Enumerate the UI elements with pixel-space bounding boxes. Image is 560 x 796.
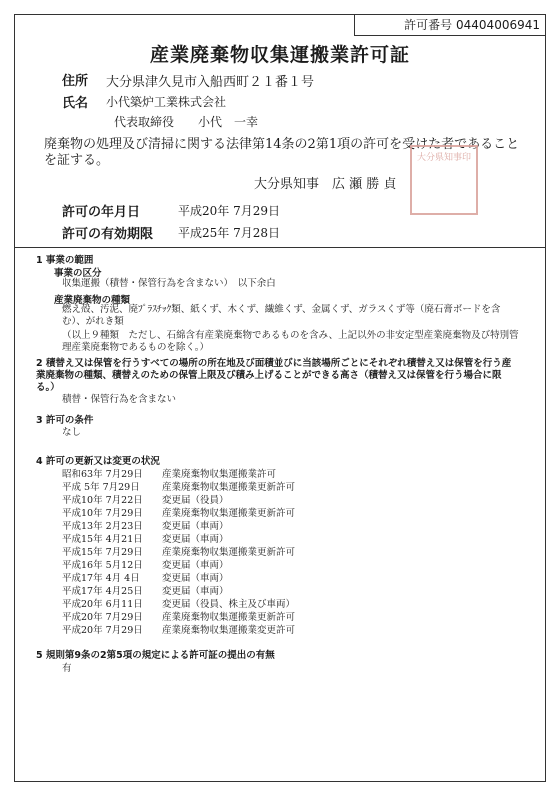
history-row	[62, 492, 229, 506]
section3-heading: 3 許可の条件	[36, 415, 94, 426]
waste-types: 燃え殻、汚泥、廃ﾌﾟﾗｽﾁｯｸ類、紙くず、木くず、繊維くず、金属くず、ガラスくず等（廃石膏ボードを含む）、がれき類	[62, 304, 501, 327]
history-event: 変更届（役員）	[162, 495, 229, 506]
permit-number-label: 許可番号	[404, 18, 453, 32]
history-event: 産業廃棄物収集運搬業更新許可	[162, 508, 296, 519]
permit-number	[404, 16, 540, 33]
history-event: 産業廃棄物収集運搬業更新許可	[162, 612, 296, 623]
page-title: 産業廃棄物収集運搬業許可証	[149, 44, 410, 66]
expiry-date: 平成25年 7月28日	[178, 226, 280, 240]
history-date: 平成20年 7月29日	[62, 612, 143, 623]
name-label: 氏名	[62, 96, 89, 111]
history-row	[62, 544, 295, 558]
section3-value: なし	[62, 427, 82, 438]
section-divider	[14, 247, 546, 248]
history-date: 平成15年 7月29日	[62, 547, 143, 558]
history-event: 変更届（車両）	[162, 573, 229, 584]
history-row	[62, 609, 295, 623]
history-row	[62, 466, 276, 480]
history-event: 変更届（車両）	[162, 521, 229, 532]
history-row	[62, 557, 229, 571]
history-date: 平成20年 6月11日	[62, 599, 143, 610]
address-label: 住所	[62, 74, 89, 89]
history-event: 産業廃棄物収集運搬業変更許可	[162, 625, 296, 636]
section5-heading: 5 規則第9条の2第5項の規定による許可証の提出の有無	[36, 650, 275, 661]
history-event: 産業廃棄物収集運搬業更新許可	[162, 482, 296, 493]
official-seal: 大分県知事印	[410, 145, 478, 215]
history-date: 平成17年 4月25日	[62, 586, 143, 597]
certification-text: 廃棄物の処理及び清掃に関する法律第14条の2第1項の許可を受けた者であることを証する。	[44, 137, 520, 168]
history-date: 昭和63年 7月29日	[62, 469, 143, 480]
history-date: 平成 5年 7月29日	[62, 482, 140, 493]
representative: 代表取締役 小代 一幸	[114, 115, 259, 129]
history-date: 平成13年 2月23日	[62, 521, 143, 532]
permit-date: 平成20年 7月29日	[178, 204, 280, 218]
section2-heading: 2 積替え又は保管を行うすべての場所の所在地及び面積並びに当該場所ごとにそれぞれ積替え又は保管を行う産業廃棄物の種類、積替えのための保管上限及び積み上げることができる高さ（積替え又は保管を行う場合に限る。）	[36, 358, 512, 393]
history-event: 産業廃棄物収集運搬業許可	[162, 469, 277, 480]
history-row	[62, 622, 295, 636]
waste-note: （以上９種類 ただし、石綿含有産業廃棄物であるものを含み、上記以外の非安定型産業廃棄物及び特別管理産業廃棄物であるものを除く。）	[62, 330, 519, 353]
history-date: 平成17年 4月 4日	[62, 573, 140, 584]
history-row	[62, 505, 295, 519]
history-row	[62, 531, 229, 545]
history-event: 変更届（車両）	[162, 560, 229, 571]
expiry-label: 許可の有効期限	[62, 227, 154, 242]
address-value: 大分県津久見市入船西町２１番１号	[106, 75, 315, 90]
section2-value: 積替・保管行為を含まない	[62, 394, 177, 405]
category-value: 収集運搬（積替・保管行為を含まない） 以下余白	[62, 278, 276, 289]
waste-heading: 産業廃棄物の種類	[54, 295, 131, 306]
section4-heading: 4 許可の更新又は変更の状況	[36, 456, 160, 467]
history-row	[62, 583, 229, 597]
issuer: 大分県知事 広 瀬 勝 貞	[254, 177, 397, 192]
history-date: 平成16年 5月12日	[62, 560, 143, 571]
history-row	[62, 570, 229, 584]
history-row	[62, 479, 295, 493]
history-event: 変更届（車両）	[162, 534, 229, 545]
history-date: 平成10年 7月29日	[62, 508, 143, 519]
permit-date-label: 許可の年月日	[62, 205, 141, 220]
history-event: 産業廃棄物収集運搬業更新許可	[162, 547, 296, 558]
section5-value: 有	[62, 663, 72, 674]
history-event: 変更届（車両）	[162, 586, 229, 597]
company-name: 小代築炉工業株式会社	[106, 95, 227, 109]
history-date: 平成10年 7月22日	[62, 495, 143, 506]
history-event: 変更届（役員、株主及び車両）	[162, 599, 296, 610]
history-row	[62, 518, 229, 532]
permit-number-value: 04404006941	[456, 18, 540, 32]
history-date: 平成15年 4月21日	[62, 534, 143, 545]
history-row	[62, 596, 295, 610]
category-heading: 事業の区分	[54, 268, 102, 279]
history-date: 平成20年 7月29日	[62, 625, 143, 636]
section1-heading: 1 事業の範囲	[36, 255, 94, 266]
